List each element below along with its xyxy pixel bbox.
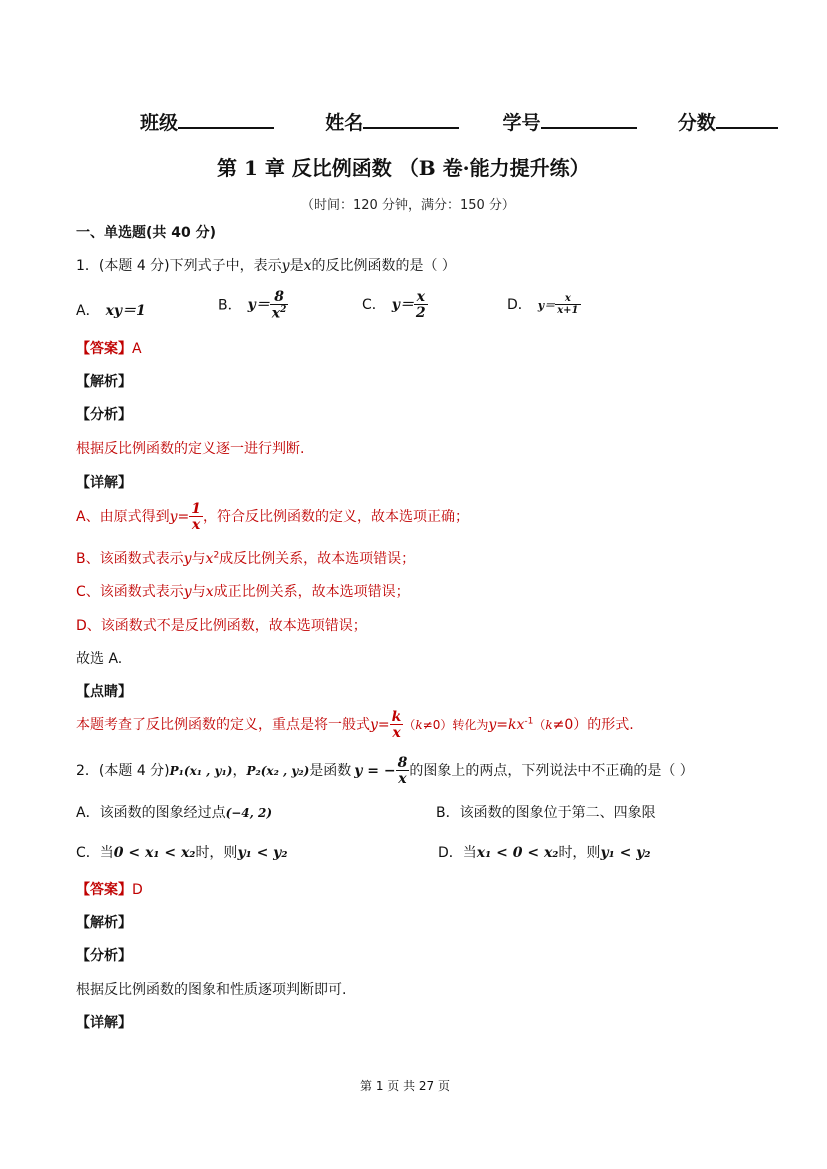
id-blank[interactable] xyxy=(541,109,637,129)
q1-opt-d-num: x xyxy=(564,293,571,304)
name-label: 姓名 xyxy=(325,112,364,134)
q1-option-c[interactable] xyxy=(362,290,428,320)
page-footer: 第 1 页 共 27 页 xyxy=(360,1079,450,1093)
q2-opt-c-b: 时，则 xyxy=(195,845,238,861)
q2-opt-d-b: 时，则 xyxy=(558,845,601,861)
q1-opt-b-den: x xyxy=(271,305,281,322)
q2-opt-a-text: A．该函数的图象经过点 xyxy=(76,805,226,821)
q1-detail-b xyxy=(76,548,415,568)
score-label: 分数 xyxy=(677,112,716,134)
q1-line-b-text: B、该函数式表示 xyxy=(76,551,184,567)
q1-option-d[interactable] xyxy=(507,294,581,316)
header-fields xyxy=(140,108,778,135)
q2-opt-d-math1: x₁ < 0 < x₂ xyxy=(476,845,559,861)
q1-dj-c: ≠0）转化为 xyxy=(422,718,489,732)
q2-stem-a: 2．(本题 4 分) xyxy=(76,763,170,779)
q2-jiexi-tag: 【解析】 xyxy=(76,915,132,931)
q1-opt-b-lhs: y＝ xyxy=(247,297,270,314)
q1-line-b-mid: 与 xyxy=(191,551,206,567)
q1-line-c-mid: 与 xyxy=(191,584,206,600)
q1-opt-b-exp: 2 xyxy=(280,305,287,315)
q1-opt-c-num: x xyxy=(416,289,425,305)
q2-p1: P₁(x₁ , y₁) xyxy=(169,764,233,778)
q1-dj-d: （ xyxy=(533,718,546,732)
q1-line-a-den: x xyxy=(189,516,203,532)
q1-opt-d-label: D． xyxy=(507,297,532,313)
q1-dj-b: （ xyxy=(403,718,416,732)
q1-line-c-y: y xyxy=(183,584,192,600)
q1-opt-d-lhs: y＝ xyxy=(537,299,556,312)
q1-fenxi-text: 根据反比例函数的定义逐一进行判断. xyxy=(76,441,305,457)
class-label: 班级 xyxy=(140,112,179,134)
q1-stem-c: 的反比例函数的是（ ） xyxy=(311,258,456,274)
q1-dj-a: 本题考查了反比例函数的定义，重点是将一般式 xyxy=(76,717,370,733)
q1-xiangjie-tag: 【详解】 xyxy=(76,475,132,491)
q1-detail-a xyxy=(76,502,469,532)
q1-stem xyxy=(76,255,456,275)
q1-opt-c-label: C． xyxy=(362,297,386,313)
q2-stem xyxy=(76,756,694,786)
q1-dj-num: k xyxy=(391,709,402,725)
q2-func-num: 8 xyxy=(397,755,408,771)
q1-fenxi-tag: 【分析】 xyxy=(76,407,132,423)
q2-opt-c-math1: 0 < x₁ < x₂ xyxy=(113,845,196,861)
q1-dj-k2: k xyxy=(545,718,553,732)
q1-detail-c xyxy=(76,581,410,601)
q2-opt-c-math2: y₁ < y₂ xyxy=(237,845,288,861)
q2-answer-tag: 【答案】 xyxy=(76,882,132,898)
page-subtitle: （时间：120 分钟，满分：150 分） xyxy=(301,198,515,213)
q2-opt-d-a: D．当 xyxy=(438,845,477,861)
q1-conclusion: 故选 A. xyxy=(76,651,123,667)
q1-stem-a: 1．(本题 4 分)下列式子中，表示 xyxy=(76,258,282,274)
q2-opt-d-math2: y₁ < y₂ xyxy=(600,845,651,861)
q1-opt-c-lhs: y＝ xyxy=(391,297,414,313)
class-blank[interactable] xyxy=(178,109,274,129)
q1-dj-exp: -1 xyxy=(524,716,534,727)
q1-line-a-tail: ，符合反比例函数的定义，故本选项正确； xyxy=(202,509,469,525)
q2-stem-b: 是函数 xyxy=(309,763,352,779)
q1-line-c-tail: 成正比例关系，故本选项错误； xyxy=(213,584,410,600)
q1-answer-value: A xyxy=(132,341,142,357)
q1-answer-tag: 【答案】 xyxy=(76,341,132,357)
section-heading: 一、单选题(共 40 分) xyxy=(76,225,217,241)
name-blank[interactable] xyxy=(363,109,459,129)
q2-fenxi-text: 根据反比例函数的图象和性质逐项判断即可. xyxy=(76,982,347,998)
q1-dj-lhs: y= xyxy=(370,717,390,733)
q2-option-a[interactable] xyxy=(76,802,272,822)
q1-dj-expr: y=kx xyxy=(488,717,525,733)
q2-xiangjie-tag: 【详解】 xyxy=(76,1015,132,1031)
q2-option-c[interactable] xyxy=(76,842,287,862)
q1-opt-b-num: 8 xyxy=(274,289,284,305)
q2-answer xyxy=(76,879,143,899)
q2-func-den: x xyxy=(396,770,410,786)
q2-func-lhs: y = − xyxy=(354,763,396,779)
q1-line-c-x: x xyxy=(205,584,214,600)
q1-line-c-text: C、该函数式表示 xyxy=(76,584,184,600)
q1-stem-y: y xyxy=(281,258,290,274)
q1-opt-d-den: x+1 xyxy=(557,305,579,316)
q2-option-b[interactable]: B．该函数的图象位于第二、四象限 xyxy=(436,805,656,821)
q1-line-a-num: 1 xyxy=(191,501,201,517)
q2-p2: P₂(x₂ , y₂) xyxy=(246,764,310,778)
q2-opt-c-a: C．当 xyxy=(76,845,114,861)
page-title: 第 1 章 反比例函数 （B 卷·能力提升练） xyxy=(217,156,590,180)
q1-opt-a-math: xy＝1 xyxy=(105,303,146,319)
q2-fenxi-tag: 【分析】 xyxy=(76,948,132,964)
q2-opt-a-math: (−4, 2) xyxy=(225,806,273,820)
id-label: 学号 xyxy=(502,112,541,134)
q1-opt-c-den: 2 xyxy=(415,305,426,321)
q1-dj-e: ≠0）的形式. xyxy=(552,717,634,733)
q1-line-a-lhs: y= xyxy=(169,509,190,525)
q1-line-b-y: y xyxy=(183,551,192,567)
q1-line-b-exp: 2 xyxy=(213,550,220,561)
q1-line-a-text: A、由原式得到 xyxy=(76,509,170,525)
q1-opt-b-label: B． xyxy=(218,297,242,314)
q2-stem-c: 的图象上的两点，下列说法中不正确的是（ ） xyxy=(409,763,694,779)
q2-answer-value: D xyxy=(132,882,143,898)
q1-dj-k1: k xyxy=(415,718,423,732)
q1-line-b-tail: 成反比例关系，故本选项错误； xyxy=(219,551,416,567)
q1-option-b[interactable] xyxy=(218,290,288,321)
q1-stem-x: x xyxy=(303,258,312,274)
q1-opt-a-label: A． xyxy=(76,303,100,319)
q1-detail-d: D、该函数式不是反比例函数，故本选项错误； xyxy=(76,618,367,634)
q1-dj-den: x xyxy=(390,724,404,740)
q1-dianjing-tag: 【点睛】 xyxy=(76,684,132,700)
q1-jiexi-tag: 【解析】 xyxy=(76,374,132,390)
score-blank[interactable] xyxy=(716,109,778,129)
q1-option-a[interactable] xyxy=(76,300,146,320)
q1-dianjing-text xyxy=(76,710,634,740)
q2-sep: ， xyxy=(232,763,247,779)
q1-stem-b: 是 xyxy=(289,258,304,274)
q1-answer xyxy=(76,338,142,358)
q1-line-b-x: x xyxy=(205,551,214,567)
q2-option-d[interactable] xyxy=(438,842,650,862)
